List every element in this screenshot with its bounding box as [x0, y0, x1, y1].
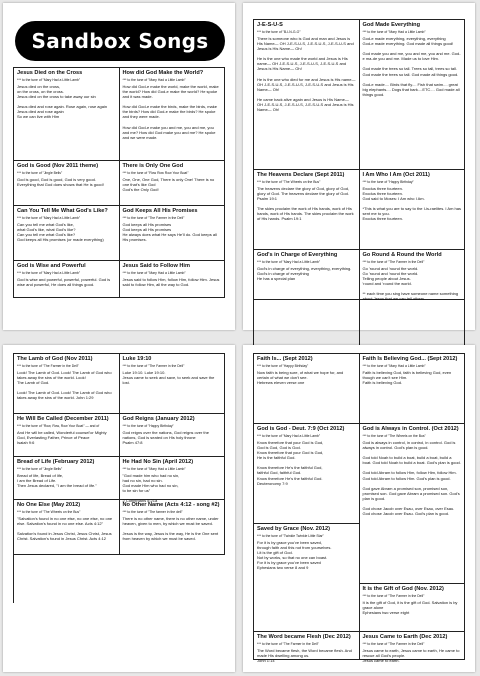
song-title: Go Round & Round the World	[362, 252, 442, 258]
song-title: The Lamb of God (Nov 2011)	[17, 356, 93, 362]
song-lyrics: And He will be called, Wonderful counsel'or Mighty God, Everlasting Father, Prince of Peace Isaiah 9:6	[17, 429, 107, 445]
song-title: God is Wise and Powerful	[17, 263, 86, 269]
page-4	[243, 345, 475, 672]
song-title: God Made Everything	[362, 22, 420, 28]
song-title: Faith Is Believing God... (Sept 2012)	[362, 356, 458, 362]
song-cell	[14, 68, 120, 161]
song-lyrics: Go 'round and 'round the world. Go 'round and 'round the world. Telling people about Jesus. 'round and 'round the world. ** each time you sing have someone name something about Jesus that we can tell others	[362, 265, 459, 302]
song-title: How did God Make the World?	[122, 70, 204, 76]
song-title: God Reigns (January 2012)	[122, 416, 195, 422]
page-3	[3, 345, 235, 672]
song-grid	[253, 353, 465, 663]
song-lyrics: Faith is believing God, faith is believing God, even though we can't see Him. Faith is believing God.	[362, 369, 452, 385]
song-title: God Keeps All His Promises	[122, 208, 198, 214]
song-lyrics: Exodus three fourteen. Exodus three fourteen. God said to Moses: I Am who I Am. *This is what you are to say to the I-is-raelites. I Am has sent me to you. Exodus three fourteen.	[362, 185, 461, 222]
song-tune: *** to the tune of "The Farmer in the Dell"	[122, 363, 185, 368]
song-tune: *** to the tune of "Mary Had a Little Lamb"	[122, 270, 186, 275]
song-cell	[14, 414, 120, 457]
song-tune: *** to the tune of "The Farmer in the Dell"	[362, 259, 425, 264]
song-lyrics: It is the gift of God, it is the gift of God. Salvation is by grace alone Ephesians two verse eight	[362, 599, 458, 615]
song-lyrics: Jesus came to earth, Jesus came to earth, He came to rescue all God's people. Jesus came to earth.	[362, 647, 460, 663]
song-title: He Had No Sin (April 2012)	[122, 459, 194, 465]
song-title: Jesus Came to Earth (Dec 2012)	[362, 634, 448, 640]
song-cell	[360, 424, 466, 584]
song-cell	[14, 457, 120, 500]
song-tune: *** to the tune of "Mary Had a Little Lamb"	[122, 77, 186, 82]
song-lyrics: "Salvation's found in no one else, no one else, no one else. Salvation's found in no one else. Acts 4:12" Salvation's found in Jesus Christ, Jesus Christ, Jesus Christ. Salvation's found in Jesus Christ. Acts 4:12	[17, 515, 113, 542]
song-cell	[360, 20, 466, 170]
song-cell	[254, 170, 360, 250]
song-tune: *** to the tune of "Row Row Row Your Boat"	[122, 170, 189, 175]
song-cell	[120, 500, 226, 555]
song-cell	[254, 250, 360, 300]
song-lyrics: Jesus died on the cross, on the cross, on the cross. Jesus died on the cross to take away our sin Jesus died and rose again. Rose again, rose again Jesus died and rose again So we can live with Him	[17, 83, 108, 120]
page-2	[243, 3, 475, 330]
song-tune: *** to the tune of "Mary Had a Little Lamb"	[257, 433, 321, 438]
song-cell	[120, 206, 226, 261]
song-lyrics: "God made him who had no sin, had no sin, had no sin. God made Him who had no sin, to be sin for us" 2 Corinthians 5:21a	[122, 472, 180, 504]
song-tune: *** to the tune of "The Wheels on the Bus"	[17, 509, 81, 514]
song-title: There is Only One God	[122, 163, 184, 169]
song-title: Faith Is... (Sept 2012)	[257, 356, 313, 362]
page-1	[3, 3, 235, 330]
song-tune: *** to the tune of "Mary Had a Little Lamb"	[362, 29, 426, 34]
song-lyrics: Look! The Lamb of God. Look! The Lamb of God who takes away the sins of the world. Look! The Lamb of God. Look! The Lamb of God. Look! The Lamb of God who takes away the sins of the world. John 1:29	[17, 369, 112, 401]
song-tune: *** to the tune of "Twinkle Twinkle Little Star"	[257, 533, 324, 538]
song-title: God is God - Deut. 7:9 (Oct 2012)	[257, 426, 345, 432]
song-cell	[254, 632, 360, 663]
song-title: Saved by Grace (Nov. 2012)	[257, 526, 330, 532]
song-tune: *** to the tune of "The Wheels on the Bus"	[257, 179, 321, 184]
song-cell	[360, 250, 466, 300]
song-title: Jesus Died on the Cross	[17, 70, 83, 76]
song-title: The Word became Flesh (Dec 2012)	[257, 634, 351, 640]
song-lyrics: God is good, God is good, God is very good. Everything that God does shows that He is good!	[17, 176, 104, 187]
song-lyrics: God-e made everything, everything, everything God-e made everything. God made all things good! God made you and me, you and me, you and me. God-e ma-de you and me. Made us to love Him. God made the trees so tall. Trees so tall, trees so tall. God made the trees so tall. God made all things good. God-e made.... Birds that fly.... Fish that swim.... great big elephants.... Dogs that bark....ETC.... God made all things good.	[362, 35, 461, 97]
song-cell	[360, 584, 466, 632]
song-cell	[14, 206, 120, 261]
song-tune: *** to the tune of "The Farmer in the Dell"	[257, 641, 319, 646]
song-tune: *** to the tune of "Mary Had a Little Lamb"	[257, 259, 321, 264]
song-lyrics: The Word became flesh, the Word became flesh. And made His dwelling among us. John 1:14	[257, 647, 352, 663]
song-lyrics: Can you tell me what God's like, what God's like, what God's like? Can you tell me what God's like? God keeps all His promises (or made everything)	[17, 221, 104, 243]
song-cell	[14, 500, 120, 555]
song-cell	[120, 354, 226, 414]
song-cell	[14, 261, 120, 298]
song-cell	[120, 414, 226, 457]
song-tune: *** to the tune of "Row, Row, Row Your Boat" — and of	[17, 423, 100, 428]
song-title: The Heavens Declare (Sept 2011)	[257, 172, 345, 178]
song-lyrics: There is no other name, there is no other name, under heaven, given to men, by which we must be saved. Jesus is the way, Jesus is the way, He is the One sent from heaven by which we must be saved.	[122, 515, 219, 542]
song-lyrics: The heavens declare the glory of God, glory of God, glory of God. The heavens declare the glory of God. Psalm 19:1 The skies proclaim the work of His hands, work of His hands, work of His hands. The skies proclaim the work of His hands. Psalm 19:1	[257, 185, 354, 222]
song-title: God is Good (Nov 2011 theme)	[17, 163, 99, 169]
song-tune: *** to the tune of "Mary Had a Little Lamb"	[17, 270, 81, 275]
song-cell	[120, 161, 226, 206]
song-title: He Will Be Called (December 2011)	[17, 416, 109, 422]
song-lyrics: Luke 19:10. Luke 19:10. Jesus came to seek and save, to seek and save the lost.	[122, 369, 215, 385]
song-cell	[120, 261, 226, 298]
song-title: No Other Name (Acts 4:12 - song #2)	[122, 502, 220, 508]
song-title: It is the Gift of God (Nov. 2012)	[362, 586, 444, 592]
song-tune: *** to the tune of "Happy Birthday"	[257, 363, 309, 368]
song-tune: *** to the tune of "Happy Birthday"	[362, 179, 414, 184]
song-tune: *** to the tune of "Mary Had a Little Lamb"	[122, 466, 186, 471]
song-tune: *** to the tune of "Jingle Bells"	[17, 170, 63, 175]
song-cell	[360, 170, 466, 250]
song-lyrics: God's in charge of everything, everything, everything. God's in charge of everything He has a special plan	[257, 265, 352, 281]
song-lyrics: There is someone who is God and man and Jesus is His Name— OH J-E-S-U-S, J-E-S-U-S, J-E-S-U-S and Jesus is His Name— Oh! He is the one who made the world and Jesus is His name— OH J-E-S-U-S, J-E-S-U-S, J-E-S-U-S and Jesus is His Name— Oh! He is the one who died for me and Jesus is His name— OH J-E-S-U-S, J-E-S-U-S, J-E-S-U-S and Jesus is His Name— Oh! He came back alive again and Jesus is His Name— OH J-E-S-U-S, J-E-S-U-S, J-E-S-U-S and Jesus is His Name— Oh!	[257, 35, 356, 113]
song-lyrics: Know therefore that your God is God, God is God, God is God. Know therefore that your God is God, He is the faithful God. Know therefore He's the faithful God, faithful God, faithful God. Know therefore He's the faithful God. Deuteronomy 7:9	[257, 439, 324, 486]
song-tune: *** to the tune of "Jingle Bells"	[17, 466, 63, 471]
song-lyrics: How did God-e make the world, make the world, make the world? How did God-e make the world? He spoke and it was made. How did God-e make the birds, make the birds, make the birds? How did God-e make the birds? He spoke and they were made. How did God-e make you and me, you and me, you and me? How did God make you and me? He spoke and we were made.	[122, 83, 219, 140]
song-title: J-E-S-U-S	[257, 22, 283, 28]
song-lyrics: God is always in control, in control, in control. God is always in control. God's plan is good. God told Noah to build a boat, build a boat, build a boat. God told Noah to build a boat. God's plan is good. God told Abram to follow Him, follow Him, follow Him. God told Abram to follow Him. God's plan is good. God gave Abram a promised son, promised son, promised son. God gave Abram a promised son. God's plan is good. God chose Jacob over Esau, over Esau, over Esau. God chose Jacob over Esau. God's plan is good.	[362, 439, 461, 517]
song-lyrics: For it is by grace you've been saved, through faith and this not from yourselves. I-it is the gift of God. Not by works, so that no one can boast. For it is by grace you've been saved Ephesians two verse 8 and 9	[257, 539, 332, 571]
song-cell	[254, 424, 360, 524]
song-title: God's in Charge of Everything	[257, 252, 338, 258]
song-title: Luke 19:10	[122, 356, 152, 362]
sandbox-songs-banner: Sandbox Songs	[15, 21, 225, 61]
song-title: God is Always in Control. (Oct 2012)	[362, 426, 459, 432]
song-cell	[120, 68, 226, 161]
song-tune: *** to the tune of "Happy Birthday"	[122, 423, 174, 428]
song-title: I Am Who I Am (Oct 2011)	[362, 172, 430, 178]
song-lyrics: Jesus said to follow Him, follow Him, follow Him. Jesus said to follow Him, all the way to God.	[122, 276, 220, 287]
song-lyrics: One, One, One God, There is only One! There is no one that's like God God's the Only God!	[122, 176, 215, 192]
song-cell	[254, 524, 360, 632]
song-title: Jesus Said to Follow Him	[122, 263, 190, 269]
song-tune: *** to the tune of "The Farmer in the Dell"	[122, 215, 185, 220]
song-lyrics: Now faith is being sure, of what we hope for, and certain of what we don't see. Hebrews eleven verse one	[257, 369, 344, 385]
song-title: No One Else (May 2012)	[17, 502, 81, 508]
song-lyrics: God keeps all His promises God keeps all His promises He always does what He says He'll do. God keeps all His promises.	[122, 221, 217, 243]
song-cell	[360, 354, 466, 424]
song-tune: *** to the tune of "The Farmer in the Dell"	[17, 363, 79, 368]
song-cell	[120, 457, 226, 504]
song-tune: *** to the tune of "The Farmer in the Dell"	[362, 593, 425, 598]
song-title: Bread of Life (February 2012)	[17, 459, 95, 465]
song-title: Can You Tell Me What God's Like?	[17, 208, 108, 214]
song-lyrics: God is wise and powerful, powerful, powerful. God is wise and powerful, He does all things good.	[17, 276, 111, 287]
song-grid	[13, 353, 225, 603]
song-grid	[13, 67, 225, 298]
song-cell	[14, 354, 120, 414]
song-lyrics: Bread of life, Bread of life, I am the Bread of Life. Then Jesus declared, "I am the bread of life."	[17, 472, 97, 488]
song-tune: *** to the tune of "Mary Had a Little Lamb"	[362, 363, 426, 368]
song-cell	[14, 161, 120, 206]
song-tune: *** to the tune of "Mary Had a Little Lamb"	[17, 77, 81, 82]
song-grid	[253, 19, 465, 368]
song-tune: *** to the tune of "The farmer in the dell"	[122, 509, 183, 514]
song-lyrics: God reigns over the nations, God reigns over the nations, God is seated on His holy throne Psalm 47:8	[122, 429, 209, 445]
song-tune: *** to the tune of "B-I-N-G-O"	[257, 29, 301, 34]
song-cell	[360, 632, 466, 663]
song-tune: *** to the tune of "The Wheels on the Bus"	[362, 433, 426, 438]
song-cell	[254, 354, 360, 424]
song-tune: *** to the tune of "The Farmer in the Dell"	[362, 641, 425, 646]
song-tune: *** to the tune of "Mary Had a Little Lamb"	[17, 215, 81, 220]
song-cell	[254, 20, 360, 170]
